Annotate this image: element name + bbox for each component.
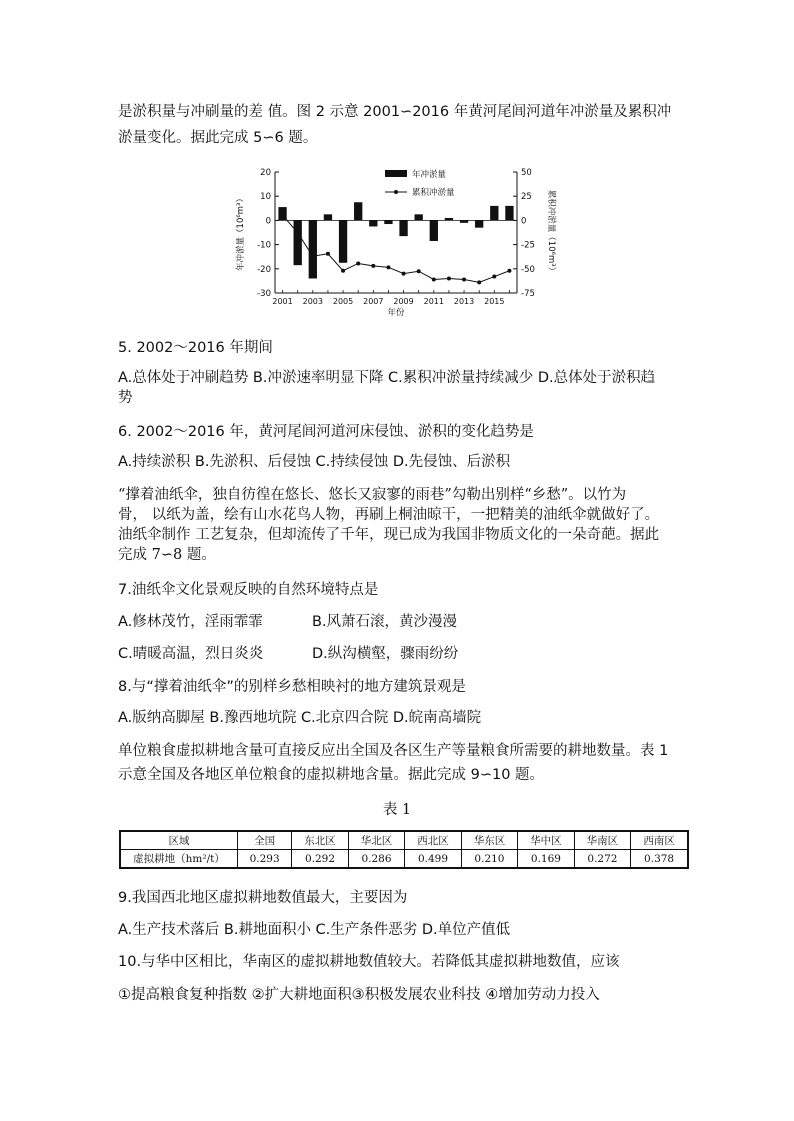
bar (475, 220, 483, 227)
x-tick-label: 2015 (484, 297, 505, 306)
q7-option-c: C.晴暖高温，烈日炎炎 (118, 646, 264, 662)
q5-options-wrap: 势 (118, 390, 133, 406)
line-point (281, 213, 285, 217)
table-cell: 0.378 (631, 850, 688, 869)
y-tick-label-left: 10 (260, 192, 271, 203)
table-cell: 0.293 (238, 850, 292, 869)
line-point (356, 261, 360, 265)
y-tick-label-left: 20 (260, 168, 271, 178)
x-tick-label: 2003 (302, 297, 323, 306)
line-point (311, 254, 315, 258)
bar (369, 220, 377, 226)
line-point (371, 264, 375, 268)
legend-label-line: 累积冲淤量 (412, 188, 455, 198)
q5-stem: 5. 2002～2016 年期间 (118, 340, 273, 356)
q7-option-b: B.风萧石滚，黄沙漫漫 (312, 614, 458, 630)
y-tick-label-right: 50 (521, 168, 532, 178)
y-tick-label-right: -25 (521, 240, 535, 251)
line-point (341, 269, 345, 273)
line-point (326, 252, 330, 256)
table-cell: 0.292 (292, 850, 348, 869)
y-tick-label-right: 0 (521, 216, 527, 227)
virtual-farmland-table (119, 830, 689, 869)
passage3-line-1: 单位粮食虚拟耕地含量可直接反应出全国及各区生产等量粮食所需要的耕地数量。表 1 (118, 743, 669, 759)
bar (309, 220, 317, 278)
bar (415, 214, 423, 220)
table-header-cell: 华东区 (461, 831, 517, 850)
q10-stem: 10.与华中区相比，华南区的虚拟耕地数值较大。若降低其虚拟耕地数值，应该 (118, 954, 620, 970)
q9-options: A.生产技术落后 B.耕地面积小 C.生产条件恶劣 D.单位产值低 (118, 922, 511, 938)
table-header-cell: 西南区 (631, 831, 688, 850)
table-cell: 0.286 (348, 850, 404, 869)
table-header-cell: 东北区 (292, 831, 348, 850)
y-tick-label-right: 25 (521, 192, 532, 203)
passage2-line-2: 骨， 以纸为盖，绘有山水花鸟人物，再刷上桐油晾干，一把精美的油纸伞就做好了。 (118, 507, 660, 523)
legend-line-point (394, 190, 398, 194)
line-point (296, 231, 300, 235)
q6-options: A.持续淤积 B.先淤积、后侵蚀 C.持续侵蚀 D.先侵蚀、后淤积 (118, 454, 511, 470)
q7-option-d: D.纵沟横壑，骤雨纷纷 (312, 646, 459, 662)
line-point (492, 275, 496, 279)
x-tick-label: 2011 (423, 297, 444, 306)
bar (399, 220, 407, 236)
q10-options: ①提高粮食复种指数 ②扩大耕地面积③积极发展农业科技 ④增加劳动力投入 (118, 987, 600, 1003)
passage2-line-4: 完成 7∽8 题。 (118, 547, 216, 563)
q7-stem: 7.油纸伞文化景观反映的自然环境特点是 (118, 582, 379, 598)
line-point (447, 276, 451, 280)
legend-label-bar: 年冲淤量 (412, 170, 447, 180)
y-tick-label-right: -50 (521, 264, 535, 275)
line-point (432, 277, 436, 281)
table-header-row (120, 831, 688, 850)
table-cell: 虚拟耕地（hm²/t） (120, 850, 238, 869)
table-cell: 0.210 (461, 850, 517, 869)
bar (490, 206, 498, 221)
x-tick-label: 2005 (332, 297, 354, 306)
legend-bar-swatch (385, 170, 407, 177)
sediment-chart (225, 160, 565, 330)
table-row (120, 850, 688, 869)
table-header-cell: 华北区 (348, 831, 404, 850)
x-tick-label: 2009 (393, 297, 414, 306)
table-cell: 0.169 (518, 850, 574, 869)
y-axis-label-right: 累积冲淤量（10⁶m³） (546, 189, 556, 276)
y-axis-label-left: 年冲淤量（10⁶m³） (236, 194, 246, 271)
q7-option-a: A.修林茂竹，淫雨霏霏 (118, 614, 263, 630)
table-header-cell: 全国 (238, 831, 292, 850)
q5-options: A.总体处于冲刷趋势 B.冲淤速率明显下降 C.累积冲淤量持续减少 D.总体处于淤积趋 (118, 370, 656, 386)
bar (324, 214, 332, 220)
y-tick-label-left: -20 (257, 264, 271, 275)
x-tick-label: 2007 (363, 297, 384, 306)
q8-options: A.版纳高脚屋 B.豫西地坑院 C.北京四合院 D.皖南高墙院 (118, 710, 482, 726)
table-header-cell: 华南区 (574, 831, 630, 850)
q6-stem: 6. 2002～2016 年，黄河尾闾河道河床侵蚀、淤积的变化趋势是 (118, 424, 534, 440)
bar (294, 220, 302, 265)
line-point (477, 280, 481, 284)
passage3-line-2: 示意全国及各地区单位粮食的虚拟耕地含量。据此完成 9∽10 题。 (118, 767, 545, 783)
table-header-cell: 华中区 (518, 831, 574, 850)
y-tick-label-left: 0 (265, 216, 271, 227)
bar (384, 220, 392, 224)
bar (430, 220, 438, 241)
intro-line-2: 淤量变化。据此完成 5∽6 题。 (118, 130, 318, 146)
q8-stem: 8.与“撑着油纸伞”的别样乡愁相映衬的地方建筑景观是 (118, 679, 466, 695)
table-header-cell: 西北区 (405, 831, 461, 850)
x-tick-label: 2013 (453, 297, 475, 306)
bar (354, 202, 362, 220)
intro-line-1: 是淤积量与冲刷量的差 值。图 2 示意 2001∽2016 年黄河尾闾河道年冲淤量及累积冲 (118, 104, 672, 120)
y-tick-label-left: -30 (257, 289, 271, 299)
bar (505, 206, 513, 221)
line-point (386, 265, 390, 269)
line-point (417, 269, 421, 273)
passage2-line-3: 油纸伞制作 工艺复杂，但却流传了千年，现已成为我国非物质文化的一朵奇葩。据此 (118, 527, 660, 543)
y-tick-label-left: -10 (257, 240, 271, 251)
bar (339, 220, 347, 262)
table-cell: 0.499 (405, 850, 461, 869)
q9-stem: 9.我国西北地区虚拟耕地数值最大，主要因为 (118, 890, 408, 906)
line-point (462, 277, 466, 281)
x-tick-label: 2001 (272, 297, 293, 306)
y-tick-label-right: -75 (521, 289, 535, 299)
table-title: 表 1 (382, 802, 412, 818)
x-axis-label: 年份 (387, 308, 405, 318)
line-point (507, 269, 511, 273)
line-point (402, 272, 406, 276)
table-cell: 0.272 (574, 850, 630, 869)
passage2-line-1: “撑着油纸伞，独自彷徨在悠长、悠长又寂寥的雨巷”勾勒出别样“乡愁”。以竹为 (118, 487, 627, 503)
table-header-cell: 区域 (120, 831, 238, 850)
